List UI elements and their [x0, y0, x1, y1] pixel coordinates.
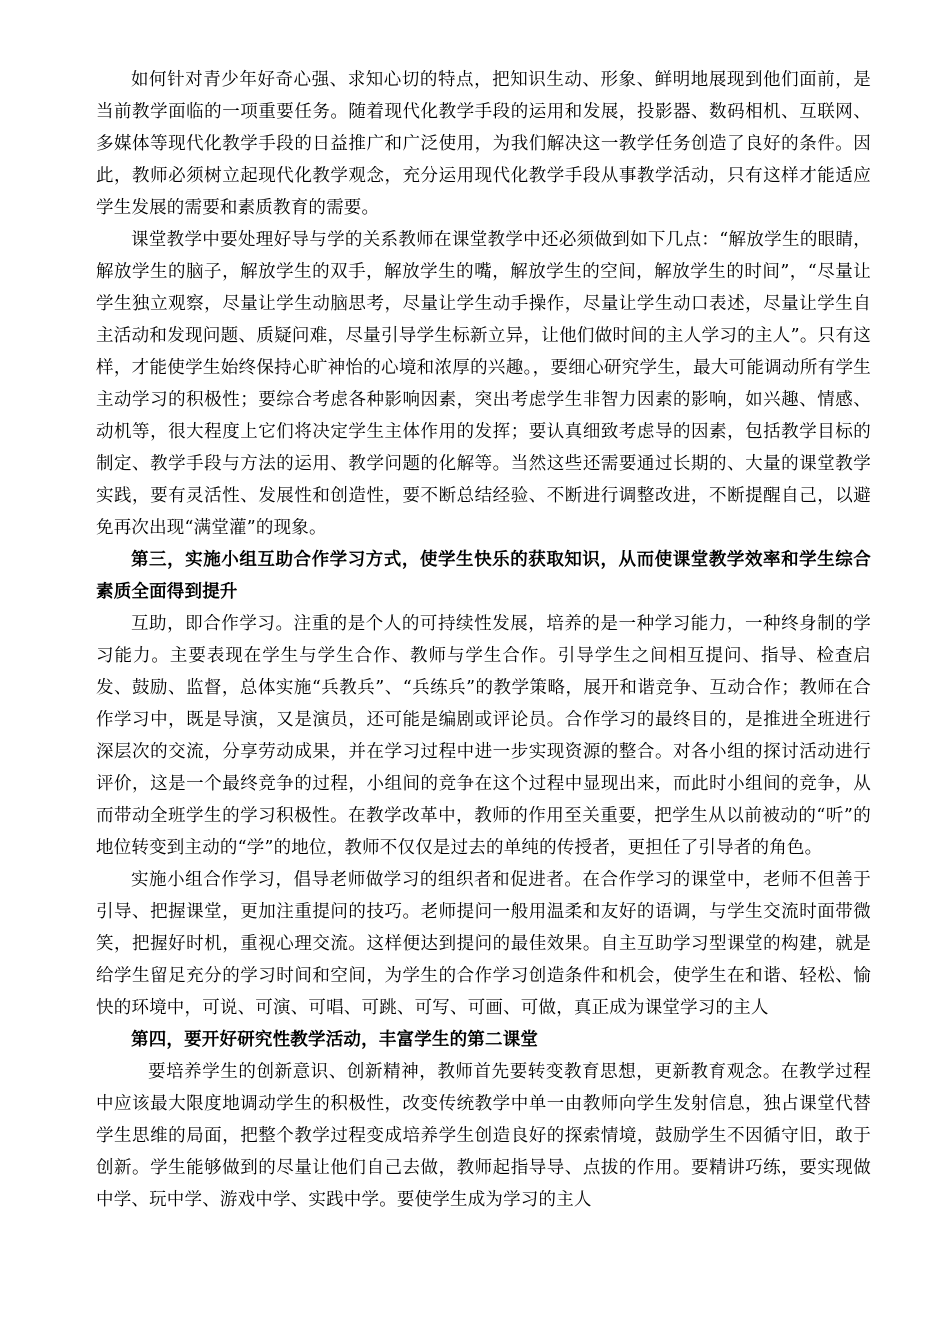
paragraph-innovation: 要培养学生的创新意识、创新精神，教师首先要转变教育思想，更新教育观念。在教学过程中应该最大限度地调动学生的积极性，改变传统教学中单一由教师向学生发射信息，独占课堂代替学生思维的局面，把整个教学过程变成培养学生创造良好的探索情境，鼓励学生不因循守旧，敢于创新。学生能够做到的尽量让他们自己去做，教师起指导导、点拔的作用。要精讲巧练，要实现做中学、玩中学、游戏中学、实践中学。要使学生成为学习的主人: [96, 1062, 871, 1210]
paragraph-modern-teaching: 如何针对青少年好奇心强、求知心切的特点，把知识生动、形象、鲜明地展现到他们面前，是当前教学面临的一项重要任务。随着现代化教学手段的运用和发展，投影器、数码相机、互联网、多媒体等现代化教学手段的日益推广和广泛使用，为我们解决这一教学任务创造了良好的条件。因此，教师必须树立起现代化教学观念，充分运用现代化教学手段从事教学活动，只有这样才能适应学生发展的需要和素质教育的需要。: [96, 70, 871, 218]
paragraph-group-cooperation: 实施小组合作学习，倡导老师做学习的组织者和促进者。在合作学习的课堂中，老师不但善于引导、把握课堂，更加注重提问的技巧。老师提问一般用温柔和友好的语调，与学生交流时面带微笑，把握好时机，重视心理交流。这样便达到提问的最佳效果。自主互助学习型课堂的构建，就是给学生留足充分的学习时间和空间，为学生的合作学习创造条件和机会，使学生在和谐、轻松、愉快的环境中，可说、可演、可唱、可跳、可写、可画、可做，真正成为课堂学习的主人: [96, 870, 871, 1018]
paragraph-mutual-help: 互助，即合作学习。注重的是个人的可持续性发展，培养的是一种学习能力，一种终身制的学习能力。主要表现在学生与学生合作、教师与学生合作。引导学生之间相互提问、指导、检查启发、鼓励、监督，总体实施“兵教兵”、“兵练兵”的教学策略，展开和谐竞争、互动合作；教师在合作学习中，既是导演，又是演员，还可能是编剧或评论员。合作学习的最终目的，是推进全班进行深层次的交流，分享劳动成果，并在学习过程中进一步实现资源的整合。对各小组的探讨活动进行评价，这是一个最终竞争的过程，小组间的竞争在这个过程中显现出来，而此时小组间的竞争，从而带动全班学生的学习积极性。在教学改革中，教师的作用至关重要，把学生从以前被动的“听”的地位转变到主动的“学”的地位，教师不仅仅是过去的单纯的传授者，更担任了引导者的角色。: [96, 614, 871, 858]
document-body: [96, 64, 871, 1216]
section-heading-fourth: 第四，要开好研究性教学活动，丰富学生的第二课堂: [131, 1030, 539, 1050]
paragraph-guide-and-learn: 课堂教学中要处理好导与学的关系教师在课堂教学中还必须做到如下几点：“解放学生的眼睛，解放学生的脑子，解放学生的双手，解放学生的嘴，解放学生的空间，解放学生的时间”，“尽量让学生独立观察，尽量让学生动脑思考，尽量让学生动手操作，尽量让学生动口表述，尽量让学生自主活动和发现问题、质疑问难，尽量引导学生标新立异，让他们做时间的主人学习的主人”。只有这样，才能使学生始终保持心旷神怡的心境和浓厚的兴趣。，要细心研究学生，最大可能调动所有学生主动学习的积极性；要综合考虑各种影响因素，突出考虑学生非智力因素的影响，如兴趣、情感、动机等，很大程度上它们将决定学生主体作用的发挥；要认真细致考虑导的因素，包括教学目标的制定、教学手段与方法的运用、教学问题的化解等。当然这些还需要通过长期的、大量的课堂教学实践，要有灵活性、发展性和创造性，要不断总结经验、不断进行调整改进，不断提醒自己，以避免再次出现“满堂灌”的现象。: [96, 230, 871, 538]
section-heading-third: 第三，实施小组互助合作学习方式，使学生快乐的获取知识，从而使课堂教学效率和学生综合素质全面得到提升: [96, 550, 871, 602]
